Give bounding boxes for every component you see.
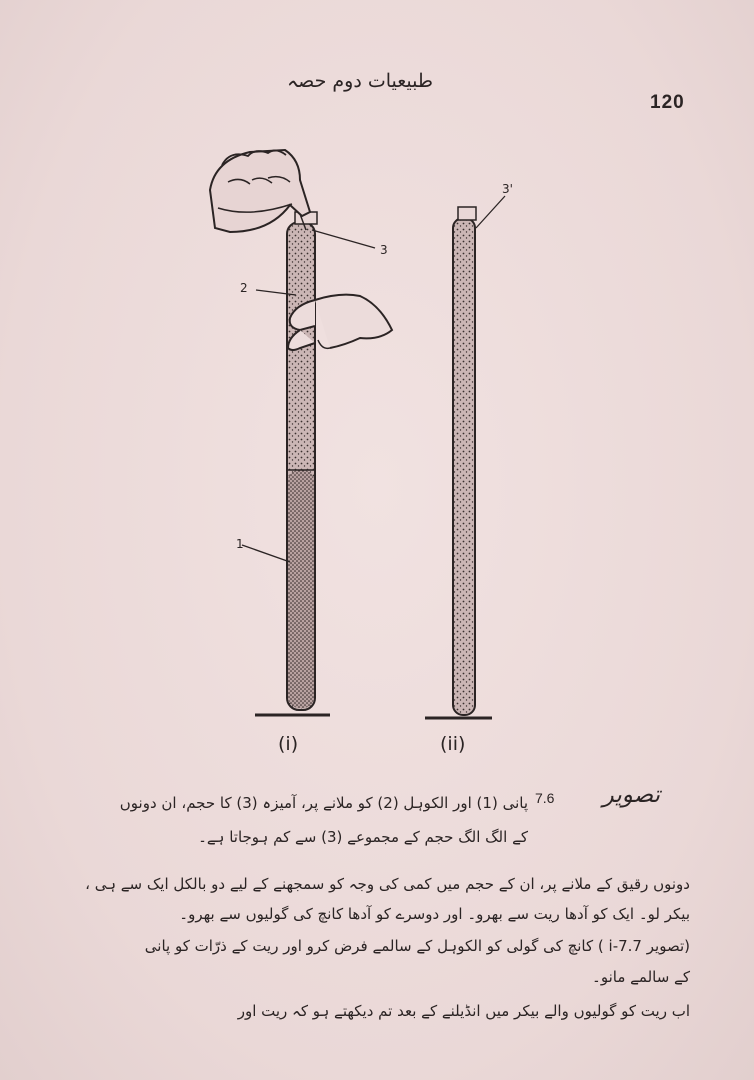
body-paragraph-line-1: دونوں رقیق کے ملانے پر، ان کے حجم میں کمی کی وجہ کو سمجھنے کے لیے دو بالکل ایک سے ہی ، bbox=[85, 875, 690, 893]
page-header-title: طبیعیات دوم حصہ bbox=[287, 70, 433, 92]
body-paragraph-line-3: (تصویر 7.7-i ) کانچ کی گولی کو الکوہل کے سالمے فرض کرو اور ریت کے ذرّات کو پانی bbox=[144, 937, 690, 955]
callout-3-label: 3 bbox=[380, 243, 388, 257]
figure-7-6-illustration bbox=[0, 140, 754, 760]
caption-line-2: کے الگ الگ حجم کے مجموعے (3) سے کم ہوجاتا ہے۔ bbox=[198, 828, 528, 846]
body-paragraph-line-2: بیکر لو۔ ایک کو آدھا ریت سے بھرو۔ اور دوسرے کو آدھا کانچ کی گولیوں سے بھرو۔ bbox=[179, 905, 690, 923]
figure-label-i: (i) bbox=[278, 733, 299, 755]
test-tube-i bbox=[255, 212, 330, 715]
body-paragraph-line-4: کے سالمے مانو۔ bbox=[592, 968, 690, 986]
callout-3-prime-label: 3' bbox=[502, 182, 513, 196]
callout-2-label: 2 bbox=[240, 281, 248, 295]
figure-label-ii: (ii) bbox=[440, 733, 466, 755]
body-paragraph-line-5: اب ریت کو گولیوں والے بیکر میں انڈیلنے کے بعد تم دیکھتے ہو کہ ریت اور bbox=[237, 1002, 690, 1020]
callout-1-label: 1 bbox=[236, 537, 244, 551]
page-number: 120 bbox=[650, 92, 685, 113]
test-tube-ii bbox=[425, 196, 505, 718]
caption-line-1: پانی (1) اور الکوہل (2) کو ملانے پر، آمیزہ (3) کا حجم، ان دونوں bbox=[119, 794, 528, 812]
caption-tag: تصویر bbox=[602, 782, 660, 808]
caption-number: 7.6 bbox=[535, 790, 555, 806]
